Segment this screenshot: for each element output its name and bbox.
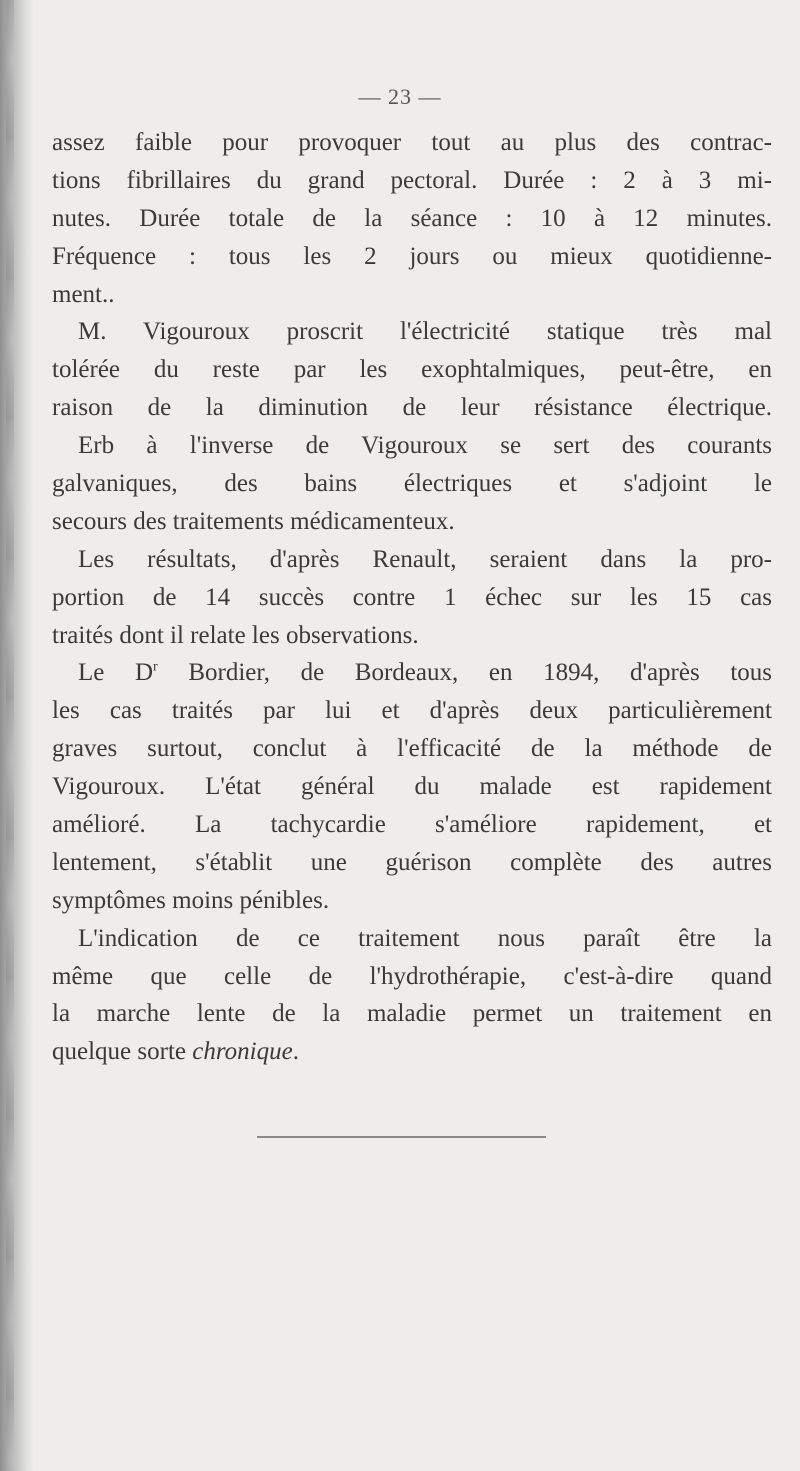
text-line: lentement, s'établit une guérison complète des autres (52, 848, 772, 876)
text-line: les cas traités par lui et d'après deux particulièrement (52, 697, 772, 725)
text-line: galvaniques, des bains électriques et s'adjoint le (52, 470, 772, 498)
text-line (52, 654, 772, 692)
text-line: L'indication de ce traitement nous paraît être la (78, 924, 772, 952)
text-line: la marche lente de la maladie permet un traitement en (52, 1000, 772, 1028)
page-binding-shadow (0, 0, 34, 1471)
text-fragment: Le D (78, 659, 154, 687)
text-line: Vigouroux. L'état général du malade est rapidement (52, 773, 772, 801)
text-line: Les résultats, d'après Renault, seraient dans la pro- (78, 545, 772, 573)
text-fragment: . (292, 1038, 299, 1066)
text-line: amélioré. La tachycardie s'améliore rapidement, et (52, 811, 772, 839)
text-line: raison de la diminution de leur résistance électrique. (52, 394, 772, 422)
text-line: symptômes moins pénibles. (52, 886, 330, 914)
text-line (52, 1033, 772, 1071)
text-fragment: Bordier, de Bordeaux, en 1894, d'après tous (157, 659, 772, 687)
text-line: graves surtout, conclut à l'efficacité de la méthode de (52, 735, 772, 763)
text-fragment: quelque sorte (52, 1038, 193, 1066)
text-line: ment.. (52, 280, 115, 308)
section-divider (257, 1136, 546, 1138)
text-line: tolérée du reste par les exophtalmiques, peut-être, en (52, 356, 772, 384)
italic-word: chronique (192, 1038, 293, 1066)
text-line: secours des traitements médicamenteux. (52, 507, 455, 535)
text-line: M. Vigouroux proscrit l'électricité statique très mal (78, 318, 772, 346)
page-number: — 23 — (358, 84, 442, 109)
text-line: assez faible pour provoquer tout au plus des contrac- (52, 129, 772, 156)
text-line: Erb à l'inverse de Vigouroux se sert des courants (78, 432, 772, 460)
text-line: traités dont il relate les observations. (52, 621, 419, 649)
text-line: tions fibrillaires du grand pectoral. Durée : 2 à 3 mi- (52, 166, 772, 194)
text-line: même que celle de l'hydrothérapie, c'est-à-dire quand (52, 962, 772, 990)
text-line: Fréquence : tous les 2 jours ou mieux quotidienne- (52, 242, 772, 270)
text-line: nutes. Durée totale de la séance : 10 à 12 minutes. (52, 204, 772, 232)
text-line: portion de 14 succès contre 1 échec sur les 15 cas (52, 583, 772, 611)
body-text (52, 124, 772, 1071)
superscript: r (153, 660, 158, 676)
